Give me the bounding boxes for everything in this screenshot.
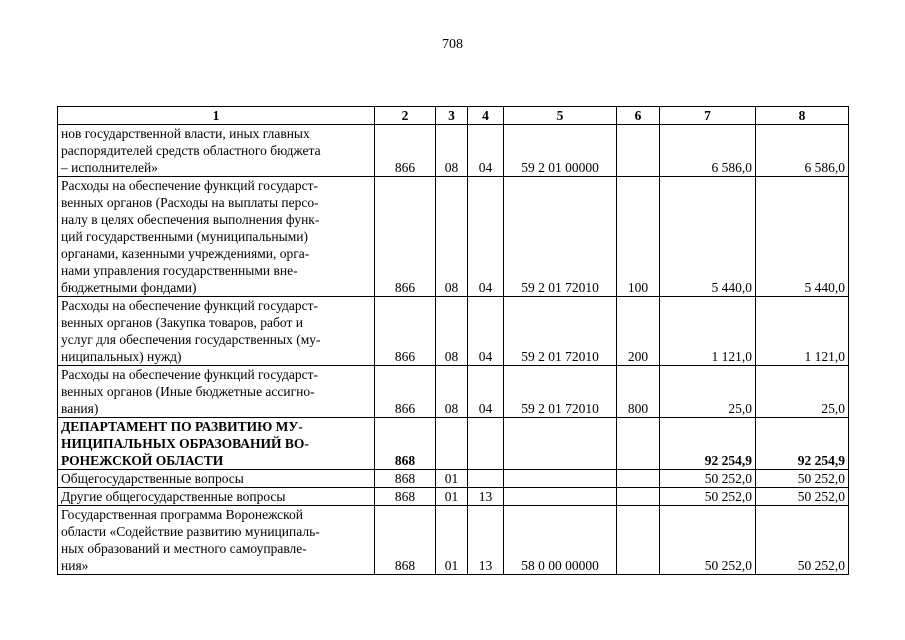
row-section [436,418,468,470]
row-target-item: 59 2 01 00000 [504,125,617,177]
row-section: 08 [436,297,468,366]
header-col-6: 6 [617,107,660,125]
row-section: 08 [436,366,468,418]
row-target-item: 58 0 00 00000 [504,506,617,575]
row-ministry-code: 868 [375,488,436,506]
row-section: 01 [436,488,468,506]
row-subsection: 13 [468,488,504,506]
row-amount-2: 50 252,0 [756,470,849,488]
row-amount-2: 92 254,9 [756,418,849,470]
row-ministry-code: 866 [375,366,436,418]
page-number: 708 [442,37,463,52]
header-col-4: 4 [468,107,504,125]
row-section: 08 [436,125,468,177]
row-name: ДЕПАРТАМЕНТ ПО РАЗВИТИЮ МУ- НИЦИПАЛЬНЫХ ОБРАЗОВАНИЙ ВО- РОНЕЖСКОЙ ОБЛАСТИ [58,418,375,470]
row-amount-1: 5 440,0 [660,177,756,297]
row-amount-1: 50 252,0 [660,488,756,506]
row-subsection [468,470,504,488]
header-col-3: 3 [436,107,468,125]
header-col-2: 2 [375,107,436,125]
row-amount-2: 1 121,0 [756,297,849,366]
row-expense-type [617,488,660,506]
row-amount-2: 50 252,0 [756,506,849,575]
row-target-item: 59 2 01 72010 [504,177,617,297]
row-target-item: 59 2 01 72010 [504,366,617,418]
row-name: Другие общегосударственные вопросы [58,488,375,506]
row-subsection: 04 [468,177,504,297]
row-subsection: 04 [468,297,504,366]
row-amount-1: 92 254,9 [660,418,756,470]
header-col-1: 1 [58,107,375,125]
table-row [58,125,849,177]
row-subsection [468,418,504,470]
row-name: Общегосударственные вопросы [58,470,375,488]
row-amount-2: 25,0 [756,366,849,418]
header-col-5: 5 [504,107,617,125]
row-ministry-code: 866 [375,125,436,177]
row-amount-2: 50 252,0 [756,488,849,506]
row-name: Расходы на обеспечение функций государст- венных органов (Закупка товаров, работ и услуг для обеспечения государственных (му- ниципальных) нужд) [58,297,375,366]
table-row-department [58,418,849,470]
row-expense-type: 200 [617,297,660,366]
row-amount-1: 50 252,0 [660,506,756,575]
row-ministry-code: 866 [375,297,436,366]
row-expense-type [617,418,660,470]
row-target-item [504,418,617,470]
row-subsection: 04 [468,125,504,177]
table-row [58,506,849,575]
row-expense-type: 800 [617,366,660,418]
row-ministry-code: 868 [375,470,436,488]
row-subsection: 04 [468,366,504,418]
row-name: Государственная программа Воронежской области «Содействие развитию муниципаль- ных образований и местного самоуправле- ния» [58,506,375,575]
header-col-7: 7 [660,107,756,125]
row-target-item [504,488,617,506]
row-ministry-code: 868 [375,506,436,575]
header-row [58,107,849,125]
row-name: Расходы на обеспечение функций государст- венных органов (Иные бюджетные ассигно- вания) [58,366,375,418]
row-expense-type [617,125,660,177]
row-amount-2: 5 440,0 [756,177,849,297]
row-expense-type: 100 [617,177,660,297]
budget-table [57,106,849,575]
row-ministry-code: 868 [375,418,436,470]
row-section: 01 [436,506,468,575]
row-amount-1: 50 252,0 [660,470,756,488]
row-amount-1: 1 121,0 [660,297,756,366]
row-amount-1: 25,0 [660,366,756,418]
row-target-item: 59 2 01 72010 [504,297,617,366]
row-name: нов государственной власти, иных главных распорядителей средств областного бюджета – исполнителей» [58,125,375,177]
row-target-item [504,470,617,488]
table-row [58,177,849,297]
table-row [58,488,849,506]
row-ministry-code: 866 [375,177,436,297]
row-subsection: 13 [468,506,504,575]
row-expense-type [617,506,660,575]
row-section: 08 [436,177,468,297]
table-row [58,366,849,418]
row-expense-type [617,470,660,488]
row-amount-2: 6 586,0 [756,125,849,177]
table-row [58,470,849,488]
row-amount-1: 6 586,0 [660,125,756,177]
row-name: Расходы на обеспечение функций государст- венных органов (Расходы на выплаты персо- налу в целях обеспечения выполнения функ- ций государственными (муниципальными) органами, казенными учреждениями, орга- нами управления государственными вне- бюджетными фондами) [58,177,375,297]
table-row [58,297,849,366]
row-section: 01 [436,470,468,488]
header-col-8: 8 [756,107,849,125]
